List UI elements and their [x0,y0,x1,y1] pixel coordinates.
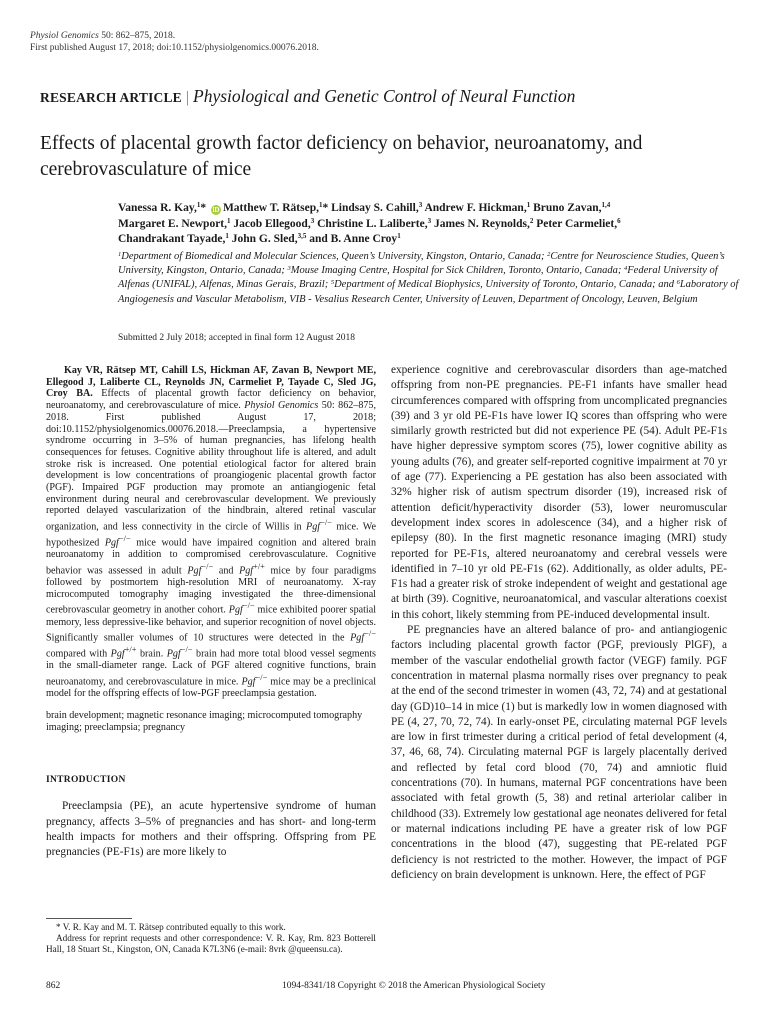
author-affil-sup: 1 [526,201,531,209]
author-list [118,201,743,248]
abstract-text: and [213,565,240,577]
abstract-text: compared with [46,648,111,660]
abstract-text: brain. [136,648,167,660]
author-affil-sup: 1,4 [601,201,611,209]
abstract-text: mice by four paradigms followed by postmortem high-resolution MRI of neuroanatomy. X-ray microcomputed tomography imaging investigated the three-dimensional cerebrovascular geometry in another cohort. [46,565,376,616]
footnotes [46,922,376,956]
abstract-text: mice would have impaired cognition and altered brain neuroanatomy in addition to compromised cerebrovasculature. Cognitive behavior was assessed in adult [46,537,376,577]
gene-symbol: Pgf [187,565,202,577]
author-affil-sup: 1 [225,232,229,240]
author-affil-sup: 1 [397,232,401,240]
section-separator: | [185,89,189,106]
footnote-rule [46,918,132,919]
affil-number: 5 [330,279,335,287]
genotype-sup: +/+ [253,561,265,571]
gene-symbol: Pgf [350,632,365,644]
journal-name: Physiol Genomics [30,31,99,41]
genotype-sup: −/− [364,629,376,639]
genotype-sup: −/− [320,518,332,528]
author: Peter Carmeliet, [536,217,618,230]
affil-text: Federal University of Alfenas (UNIFAL), Alfenas, Minas Gerais, Brazil; [118,265,718,291]
author-affil-sup: 3 [418,201,423,209]
author: Vanessa R. Kay, [118,202,197,214]
author: Christine L. Laliberte, [317,217,428,230]
affil-number: 2 [547,251,551,258]
gene-symbol: Pgf [110,648,125,660]
author: Matthew T. Rätsep, [222,202,319,214]
article-type: RESEARCH ARTICLE [40,90,182,105]
genotype-sup: −/− [255,673,268,683]
journal-volume: 50: 862–875, 2018. [98,31,176,41]
right-column [391,363,727,883]
orcid-icon[interactable]: iD [212,206,220,214]
genotype-sup: −/− [201,561,214,571]
author: Bruno Zavan, [533,202,602,214]
author: John G. Sled, [231,233,298,245]
footnote-equal-contribution: * V. R. Kay and M. T. Rätsep contributed equally to this work. [56,922,286,932]
section-heading [40,86,575,107]
article-title: Effects of placental growth factor deficiency on behavior, neuroanatomy, and cerebrovasculature of mice [40,133,643,180]
body-paragraph: PE pregnancies have an altered balance of pro- and antiangiogenic factors including placental growth factor (PGF, previously PlGF), a member of the vascular endothelial growth factor (VEGF) family. PGF concentration in maternal plasma normally rises over pregnancy to peak at the end of the second trimester in women (43, 72, 74) and at gestational day (GD)10–14 in mice (1) but is markedly low in women diagnosed with PE (4, 27, 70, 72, 74). In early-onset PE, circulating maternal PGF levels are low in first trimester during a critical period of fetal development (4, 37, 46, 68, 74). Circulating maternal PGF is largely placentally derived and reflected by fetal cord blood (70, 74) and amniotic fluid concentrations (70). In humans, maternal PGF concentrations have been associated with fetal growth (5, 38) and retinal arteriolar caliber in childhood (33). Extremely low gestational age neonates delivered for fetal or maternal indications including PE have a greater risk of low PGF concentrations in the blood (47), suggesting that PE-related PGF deficiency is not restricted to the mother. However, the impact of PGF deficiency on brain development is unknown. Here, the effect of PGF [391,624,727,881]
affil-text: Department of Biomedical and Molecular Sciences, Queen’s University, Kingston, Ontario, Canada; [121,251,548,262]
citation-title: Effects of placental growth factor deficiency on behavior, neuroanatomy, and cerebrovasculature of mice. [46,388,376,412]
introduction-heading: INTRODUCTION [46,775,126,786]
affil-text: Centre for Neuroscience Studies, Queen’s University, Kingston, Ontario, Canada; [118,251,725,277]
gene-symbol: Pgf [239,565,254,577]
affil-number: 1 [118,251,122,258]
equal-contrib-mark: * [322,202,329,214]
author: Jacob Ellegood, [233,217,311,230]
gene-symbol: Pgf [166,648,181,660]
author-affil-sup: 1 [319,201,323,209]
abstract-text: brain had more total blood vessel segments in the small-diameter range. Lack of PGF altered cognitive functions, brain neuroanatomy, and cerebrovasculature in mice. [46,648,376,688]
author: Margaret E. Newport, [118,217,228,230]
journal-header [30,30,319,54]
gene-symbol: Pgf [104,537,119,549]
left-column [46,365,376,860]
intro-paragraph: Preeclampsia (PE), an acute hypertensive syndrome of human pregnancy, affects 3–5% of pregnancies and has short- and long-term health impacts for mothers and their offspring. Offspring from PE pregnancies (PE-F1s) are more likely to [46,800,376,859]
author: Andrew F. Hickman, [424,202,527,214]
author: Lindsay S. Cahill, [331,202,419,214]
affil-number: 4 [624,265,628,273]
keywords: brain development; magnetic resonance imaging; microcomputed tomography imaging; preeclampsia; pregnancy [46,709,363,733]
body-paragraph: experience cognitive and cerebrovascular disorders than age-matched offspring from non-PE pregnancies. PE-F1 infants have smaller head circumferences compared with offspring from uncomplicated pregnancies (39) and 3 yr old PE-F1s have lower IQ scores than offspring who were similarly growth restricted but did not experience PE (54). Adult PE-F1s have higher depressive symptom scores (75), lower cognitive ability as young adults (76), and greater self-reported cognitive impairment at 70 yr of age (77). Experiencing a PE gestation has also been associated with 32% higher risk of autism spectrum disorder (19), increased risk of attention deficit/hyperactivity disorder (53), lower neuromuscular development index scores in adolescence (34), and a higher risk of epilepsy (80). In the first magnetic resonance imaging (MRI) study reported for PE-F1s, altered neuroanatomy and cerebral vessels were identified in 7–10 yr old PE-F1s (62). Additionally, as older adults, PE-F1s had a greater risk of stroke independent of weight and gestational age at birth (39). Cognitive, neuroanatomical, and vascular alterations coexist in this cohort, likely stemming from PE-induced developmental insult. [391,364,727,621]
abstract [46,365,376,700]
affil-number: 6 [676,279,680,287]
citation-authors: Kay VR, Rätsep MT, Cahill LS, Hickman AF, Zavan B, Newport ME, Ellegood J, Laliberte CL, Reynolds JN, Carmeliet P, Tayade C, Sled JG, Croy BA. [46,365,376,400]
copyright: 1094-8341/18 Copyright © 2018 the American Physiological Society [282,981,546,991]
author-affil-sup: 1 [196,201,201,209]
genotype-sup: −/− [242,601,255,611]
abstract-text: mice exhibited poorer spatial memory, less depressive-like behavior, and superior recognition of novel objects. Significantly smaller volumes of 10 structures were detected in the [46,604,377,644]
author-affil-sup: 6 [617,216,621,225]
abstract-text: mice. We hypothesized [46,521,377,549]
author: Chandrakant Tayade, [118,233,226,245]
journal-doi-line: First published August 17, 2018; doi:10.1152/physiolgenomics.00076.2018. [30,43,319,53]
citation-journal: Physiol Genomics [244,400,319,412]
author: and B. Anne Croy [309,233,398,245]
journal-citation-line [30,30,319,42]
page-number: 862 [46,981,61,991]
author-affil-sup: 1 [227,216,231,225]
author: James N. Reynolds, [433,217,530,230]
genotype-sup: +/+ [124,645,137,655]
abstract-text: mice may be a preclinical model for the offspring effects of low-PGF preeclampsia gestation. [46,676,376,700]
genotype-sup: −/− [180,645,193,655]
submission-dates: Submitted 2 July 2018; accepted in final form 12 August 2018 [118,333,355,343]
section-subtitle: Physiological and Genetic Control of Neural Function [193,86,576,106]
gene-symbol: Pgf [228,604,243,616]
author-affil-sup: 3 [310,216,315,225]
affiliations [118,250,740,307]
gene-symbol: Pgf [241,676,256,688]
abstract-text: 50: 862–875, 2018. First published August 17, 2018; doi:10.1152/physiolgenomics.00076.2018.—Preeclampsia, a hypertensive syndrome occurring in 3–5% of human pregnancies, has lifelong health consequences for fetuses. Cognitive ability throughout life is altered, and adult stroke risk is increased. One potential etiological factor for altered brain development is low concentrations of proangiogenic placental growth factor (PGF). Impaired PGF production may promote an antiangiogenic fetal environment during neural and cerebrovascular development. We previously reported delayed vascularization of the hindbrain, altered retinal vascular organization, and less connectivity in the circle of Willis in [46,400,377,533]
author-affil-sup: 3 [427,216,432,225]
gene-symbol: Pgf [306,521,321,533]
affil-text: Department of Medical Biophysics, University of Toronto, Ontario, Canada; and [334,279,677,291]
author-affil-sup: 2 [529,216,534,225]
affil-number: 3 [287,265,291,273]
affil-text: Laboratory of Angiogenesis and Vascular Metabolism, VIB - Vesalius Research Center, University of Leuven, Department of Oncology, Leuven, Belgium [118,279,739,305]
author-affil-sup: 3,5 [297,232,307,240]
genotype-sup: −/− [118,534,131,544]
footnote-correspondence: Address for reprint requests and other correspondence: V. R. Kay, Rm. 823 Botterell Hall, 18 Stuart St., Kingston, ON, Canada K7L3N6 (e-mail: 8vrk @queensu.ca). [46,933,376,955]
equal-contrib-mark: * [200,202,207,214]
affil-text: Mouse Imaging Centre, Hospital for Sick Children, Toronto, Ontario, Canada; [290,265,624,277]
